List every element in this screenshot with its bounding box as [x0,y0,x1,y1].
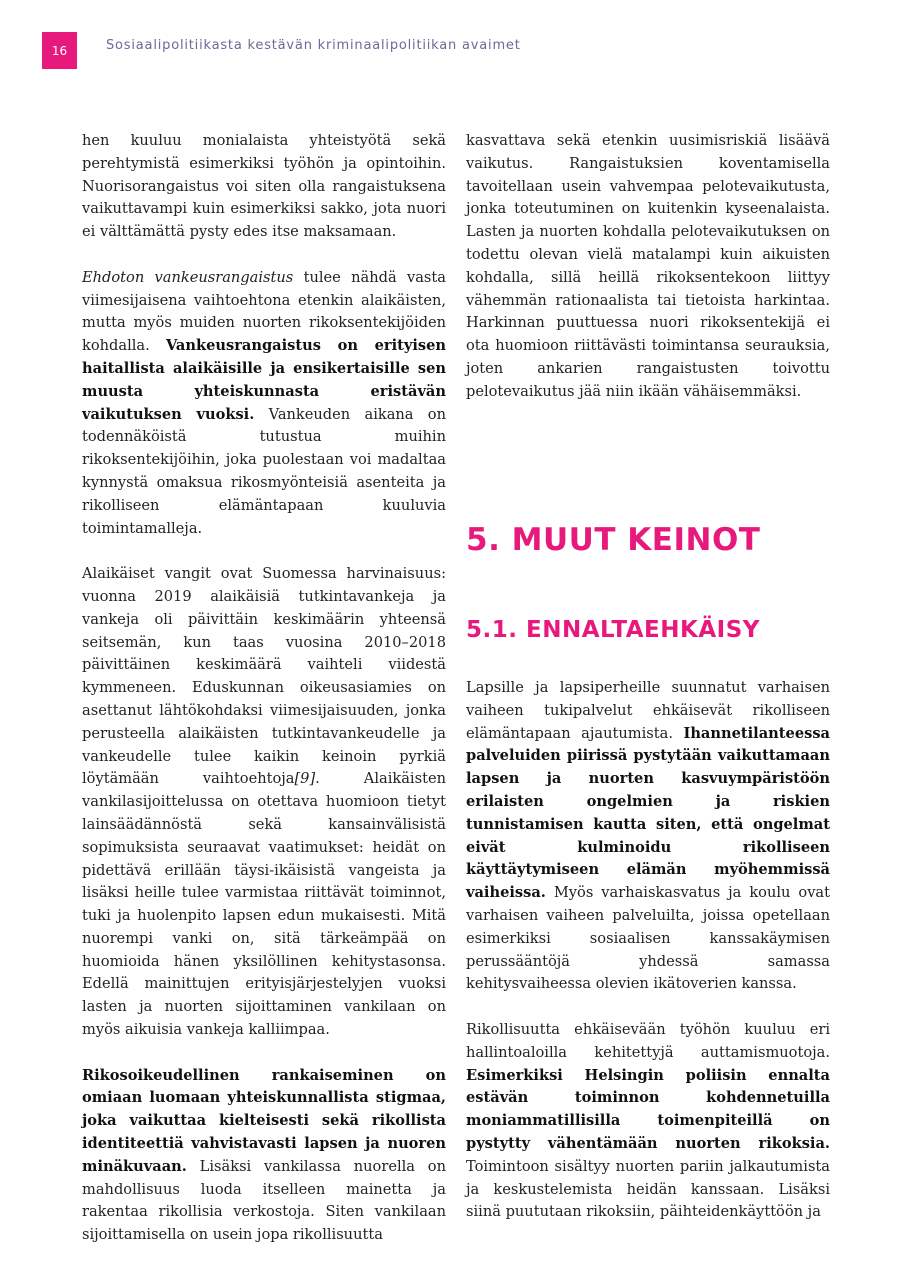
left-paragraph-1: hen kuuluu monialaista yhteistyötä sekä perehtymistä esimerkiksi työhön ja opintoihin. Nuorisorangaistus voi siten olla rangaistuksena vaikuttavampi kuin esimerkiksi sakko, jota nuori ei välttämättä pysty edes itse maksamaan. [82,132,446,241]
text-span: tulee nähdä vasta viimesijaisena vaihtoehtona etenkin alaikäisten, mutta myös muiden nuorten rikoksentekijöiden kohdalla. [82,268,446,355]
bold-emphasis: Rikosoikeudellinen rankaiseminen on omiaan luomaan yhteiskunnallista stigmaa, joka vaikuttaa kielteisesti sekä rikollista identiteettiä vahvistavasti lapsen ja nuoren minäkuvaan. [82,1066,446,1175]
right-paragraph-1: kasvattava sekä etenkin uusimisriskiä lisäävä vaikutus. Rangaistuksien koventamisella tavoitellaan usein vahvempaa pelotevaikutusta, jonka toteutuminen on kuitenkin kyseenalaista. Lasten ja nuorten kohdalla pelotevaikutuksen on todettu olevan vielä matalampi kuin aikuisten kohdalla, sillä heillä rikoksentekoon liittyy vähemmän rationaalista tai tietoista harkintaa. Harkinnan puuttuessa nuori rikoksentekijä ei ota huomioon riittävästi toimintansa seurauksia, joten ankarien rangaistusten toivottu pelotevaikutus jää niin ikään vähäisemmäksi. [466,132,830,400]
right-column-bottom [466,677,830,1224]
bold-emphasis: Ihannetilanteessa palveluiden piirissä pystytään vaikuttamaan lapsen ja nuorten kasvuympäristöön erilaisten ongelmien ja riskien tunnistamisen kautta siten, että ongelmat eivät kulminoidu rikolliseen käyttäytymiseen elämän myöhemmissä vaiheissa. [466,724,830,902]
text-span: Rikollisuutta ehkäisevään työhön kuuluu eri hallintoaloilla kehitettyjä auttamismuotoja. [466,1020,830,1061]
right-paragraph-2 [466,677,830,996]
text-span: Toimintoon sisältyy nuorten pariin jalkautumista ja keskustelemista heidän kanssaan. Lisäksi siinä puututaan rikoksiin, päihteidenkäyttöön ja [466,1157,830,1221]
left-paragraph-2 [82,267,446,541]
bold-emphasis: Esimerkiksi Helsingin poliisin ennalta estävän toiminnon kohdennetuilla moniammatillisilla toimenpiteillä on pystytty vähentämään nuorten rikoksia. [466,1066,830,1152]
left-column [82,130,446,1247]
right-column-top [466,130,830,404]
text-span: Vankeuden aikana on todennäköistä tutustua muihin rikoksentekijöihin, joka puolestaan voi madaltaa kynnystä omaksua rikosmyönteisiä asenteita ja rikolliseen elämäntapaan kuuluvia toimintamalleja. [82,405,446,537]
running-header-title: Sosiaalipolitiikasta kestävän kriminaalipolitiikan avaimet [106,38,521,53]
page-number-badge [42,32,77,69]
subsection-heading: 5.1. ENNALTAEHKÄISY [466,617,760,643]
text-span: Lapsille ja lapsiperheille suunnatut varhaisen vaiheen tukipalvelut ehkäisevät rikolliseen elämäntapaan ajautumista. [466,679,830,742]
text-span: Lisäksi vankilassa nuorella on mahdollisuus luoda itselleen mainetta ja rakentaa rikollisia verkostoja. Siten vankilaan sijoittamisella on usein jopa rikollisuutta [82,1157,446,1244]
right-paragraph-3 [466,1019,830,1224]
section-heading: 5. MUUT KEINOT [466,522,761,558]
left-paragraph-3 [82,563,446,1042]
page-number: 16 [51,43,68,58]
italic-term: Ehdoton vankeusrangaistus [82,268,294,286]
text-span: Alaikäiset vangit ovat Suomessa harvinaisuus: vuonna 2019 alaikäisiä tutkintavankeja ja vankeja oli päivittäin keskimäärin yhteensä seitsemän, kun taas vuosina 2010–2018 päivittäinen keskimäärä vaihteli viidestä kymmeneen. Eduskunnan oikeusasiamies on asettanut lähtökohdaksi viimesijaisuuden, jonka perusteella alaikäisten tutkintavankeudelle ja vankeudelle tulee kaikin keinoin pyrkiä löytämään vaihtoehtoja [82,565,446,788]
left-paragraph-4 [82,1065,446,1247]
text-span: Myös varhaiskasvatus ja koulu ovat varhaisen vaiheen palveluilta, joissa opetellaan esimerkiksi sosiaalisen kanssakäymisen perussääntöjä yhdessä samassa kehitysvaiheessa olevien ikätoverien kanssa. [466,884,830,993]
text-span: . Alaikäisten vankilasijoittelussa on otettava huomioon tietyt lainsäädännöstä sekä kansainvälisistä sopimuksista seuraavat vaatimukset: heidät on pidettävä erillään täysi-ikäisistä vangeista ja lisäksi heille tulee varmistaa riittävät toiminnot, tuki ja huolenpito lapsen edun mukaisesti. Mitä nuorempi vanki on, sitä tärkeämpää on huomioida hänen yksilöllinen kehitystasonsa. Edellä mainittujen erityisjärjestelyjen vuoksi lasten ja nuorten sijoittaminen vankilaan on myös aikuisia vankeja kalliimpaa. [82,770,446,1039]
footnote-reference: [9] [294,770,316,788]
bold-emphasis: Vankeusrangaistus on erityisen haitallista alaikäisille ja ensikertaisille sen muusta yhteiskunnasta eristävän vaikutuksen vuoksi. [82,337,446,423]
